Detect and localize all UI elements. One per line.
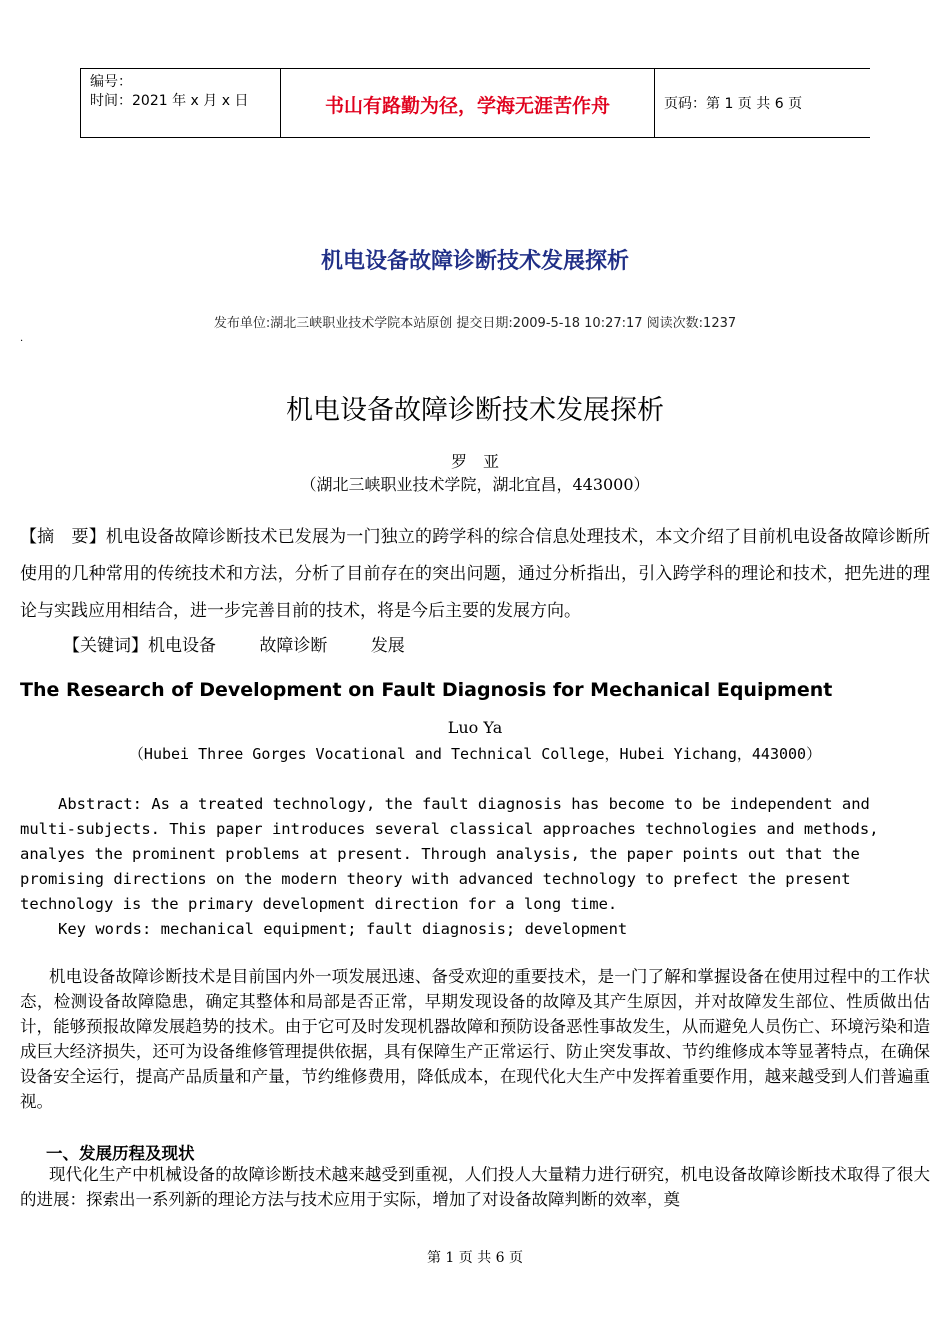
article-title-english: The Research of Development on Fault Diagnosis for Mechanical Equipment	[20, 679, 833, 701]
article-main-title: 机电设备故障诊断技术发展探析	[286, 395, 664, 426]
article-meta: 发布单位:湖北三峡职业技术学院本站原创 提交日期:2009-5-18 10:27:17 阅读次数:1237	[213, 316, 737, 331]
keyword-item: 发展	[370, 636, 405, 656]
header-motto: 书山有路勤为径，学海无涯苦作舟	[324, 95, 610, 117]
abstract-chinese: 【摘 要】机电设备故障诊断技术已发展为一门独立的跨学科的综合信息处理技术，本文介绍了目前机电设备故障诊断所使用的几种常用的传统技术和方法，分析了目前存在的突出问题，通过分析指出，引入跨学科的理论和技术，把先进的理论与实践应用相结合，进一步完善目前的技术，将是今后主要的发展方向。	[20, 527, 930, 621]
section-heading: 一、发展历程及现状	[46, 1144, 195, 1163]
article-affiliation-english: （Hubei Three Gorges Vocational and Technical College，Hubei Yichang，443000）	[128, 745, 822, 763]
stray-dot: ·	[20, 336, 24, 347]
keyword-item: 故障诊断	[259, 636, 328, 656]
header-page-info: 页码：第 1 页 共 6 页	[664, 96, 803, 112]
article-author: 罗 亚	[450, 452, 499, 471]
article-top-title: 机电设备故障诊断技术发展探析	[320, 249, 629, 274]
keywords-label: 【关键词】机电设备	[63, 636, 216, 656]
paragraph-text: 机电设备故障诊断技术是目前国内外一项发展迅速、备受欢迎的重要技术，是一门了解和掌握设备在使用过程中的工作状态，检测设备故障隐患，确定其整体和局部是否正常，早期发现设备的故障及其产生原因，并对故障发生部位、性质做出估计，能够预报故障发展趋势的技术。由于它可及时发现机器故障和预防设备恶性事故发生，从而避免人员伤亡、环境污染和造成巨大经济损失，还可为设备维修管理提供依据，具有保障生产正常运行、防止突发事故、节约维修成本等显著特点，在确保设备安全运行，提高产品质量和产量，节约维修费用，降低成本，在现代化大生产中发挥着重要作用，越来越受到人们普遍重视。	[20, 967, 930, 1111]
abstract-english-text: Abstract: As a treated technology, the fault diagnosis has become to be independent and multi-subjects. This paper introduces several classical approaches technologies and methods, analyes the prominent problems at present. Through analysis, the paper points out that the promising directions on the modern theory with advanced technology to prefect the present technology is the primary development direction for a long time.	[20, 795, 879, 913]
body-paragraph	[20, 1162, 930, 1212]
keywords-chinese	[63, 631, 443, 656]
article-affiliation: （湖北三峡职业技术学院，湖北宜昌，443000）	[300, 475, 650, 494]
page-footer: 第 1 页 共 6 页	[426, 1250, 524, 1266]
header-info	[90, 73, 248, 111]
document-header-table	[80, 68, 870, 138]
article-author-english: Luo Ya	[447, 718, 503, 737]
keywords-english: Key words: mechanical equipment; fault diagnosis; development	[58, 920, 628, 938]
abstract-english	[20, 792, 925, 942]
header-number-label: 编号：	[90, 74, 132, 90]
paragraph-text: 现代化生产中机械设备的故障诊断技术越来越受到重视，人们投人大量精力进行研究，机电设备故障诊断技术取得了很大的进展：探索出一系列新的理论方法与技术应用于实际，增加了对设备故障判断的效率，奠	[20, 1165, 930, 1209]
body-paragraph	[20, 964, 930, 1114]
header-time-label: 时间：2021 年 x 月 x 日	[90, 93, 249, 109]
header-divider	[80, 69, 81, 137]
